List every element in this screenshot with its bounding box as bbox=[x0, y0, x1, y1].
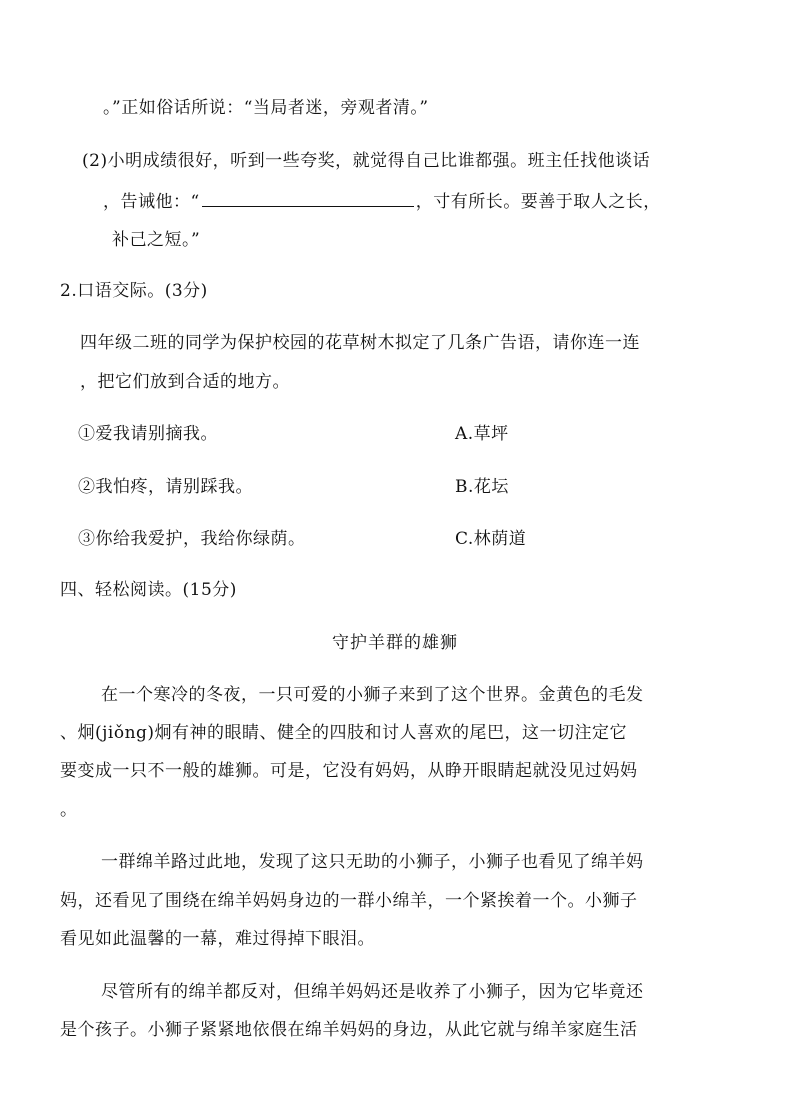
p2-line2: 妈，还看见了围绕在绵羊妈妈身边的一群小绵羊，一个紧挨着一个。小狮子 bbox=[60, 891, 638, 911]
slogan-3: ③你给我爱护，我给你绿荫。 bbox=[78, 529, 306, 549]
p3-line1: 尽管所有的绵羊都反对，但绵羊妈妈还是收养了小狮子，因为它毕竟还 bbox=[101, 982, 644, 1002]
p3-line2: 是个孩子。小狮子紧紧地依偎在绵羊妈妈的身边，从此它就与绵羊家庭生活 bbox=[60, 1020, 638, 1040]
p1-line4: 。 bbox=[60, 800, 78, 820]
slogan-1: ①爱我请别摘我。 bbox=[78, 424, 218, 444]
q1-item2-line2-after: ，寸有所长。要善于取人之长， bbox=[415, 192, 661, 212]
fill-in-blank[interactable] bbox=[202, 188, 414, 207]
q2-prompt-line1: 四年级二班的同学为保护校园的花草树木拟定了几条广告语，请你连一连 bbox=[80, 333, 640, 353]
place-c: C.林荫道 bbox=[455, 529, 527, 549]
place-b: B.花坛 bbox=[455, 477, 509, 497]
q1-item2-line1: (2)小明成绩很好，听到一些夸奖，就觉得自己比谁都强。班主任找他谈话 bbox=[82, 151, 651, 171]
q2-heading: 2.口语交际。(3分) bbox=[60, 281, 208, 301]
q1-item2-line2 bbox=[103, 188, 661, 214]
p2-line1: 一群绵羊路过此地，发现了这只无助的小狮子，小狮子也看见了绵羊妈 bbox=[101, 852, 644, 872]
p1-line3: 要变成一只不一般的雄狮。可是，它没有妈妈，从睁开眼睛起就没见过妈妈 bbox=[60, 761, 638, 781]
passage-title: 守护羊群的雄狮 bbox=[332, 633, 458, 653]
slogan-2: ②我怕疼，请别踩我。 bbox=[78, 477, 253, 497]
q2-prompt-line2: ，把它们放到合适的地方。 bbox=[80, 372, 290, 392]
p1-line2: 、炯(jiǒng)炯有神的眼睛、健全的四肢和讨人喜欢的尾巴，这一切注定它 bbox=[60, 723, 628, 743]
p2-line3: 看见如此温馨的一幕，难过得掉下眼泪。 bbox=[60, 929, 375, 949]
q1-item2-line2-before: ，告诫他：“ bbox=[103, 192, 200, 212]
q1-item2-line3: 补己之短。” bbox=[112, 230, 201, 250]
place-a: A.草坪 bbox=[455, 424, 509, 444]
q1-continuation-line: 。”正如俗话所说：“当局者迷，旁观者清。” bbox=[103, 98, 429, 118]
p1-line1: 在一个寒冷的冬夜，一只可爱的小狮子来到了这个世界。金黄色的毛发 bbox=[101, 685, 644, 705]
section4-heading: 四、轻松阅读。(15分) bbox=[60, 580, 237, 600]
